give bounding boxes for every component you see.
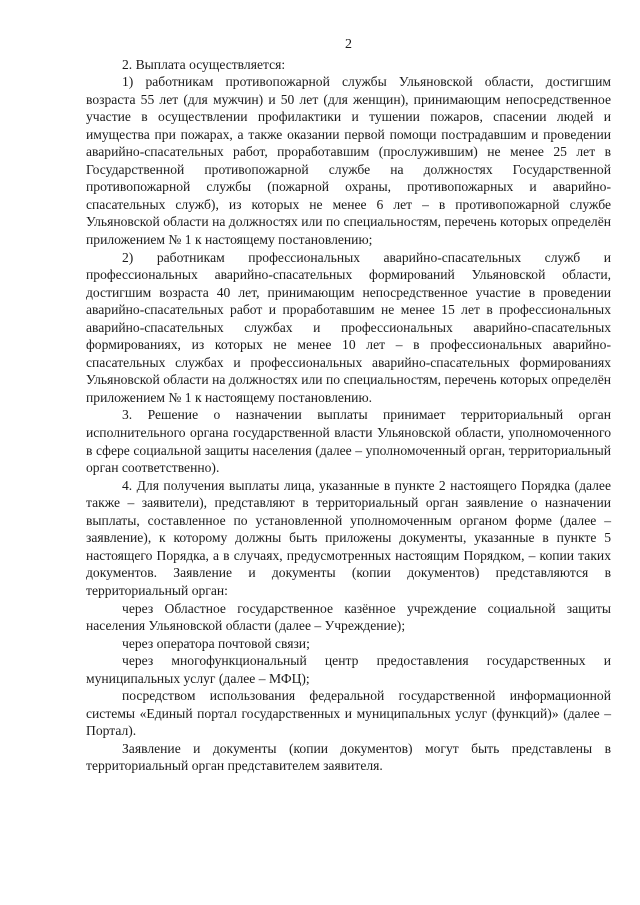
paragraph-subitem-2: 2) работникам профессиональных аварийно-спасательных служб и профессиональных аварийно-спасательных формирований Ульяновской области, достигшим возраста 40 лет, принимающим непосредственное участие в проведении аварийно-спасательных работ и проработавшим не менее 15 лет в профессиональных аварийно-спасательных службах и профессиональных аварийно-спасательных формированиях, из которых не менее 10 лет – в профессиональных аварийно-спасательных службах и профессиональных аварийно-спасательных формированиях Ульяновской области на должностях или по специальностям, перечень которых определён приложением № 1 к настоящему постановлению.	[86, 249, 611, 405]
paragraph-item-2: 2. Выплата осуществляется:	[122, 56, 286, 72]
paragraph-via-portal: посредством использования федеральной государственной информационной системы «Единый портал государственных и муниципальных услуг (функций)» (далее – Портал).	[86, 688, 611, 739]
paragraph-subitem-1: 1) работникам противопожарной службы Ульяновской области, достигшим возраста 55 лет (для мужчин) и 50 лет (для женщин), принимающим непосредственное участие в осуществлении профилактики и тушении пожаров, спасении людей и имущества при пожарах, а также оказании первой помощи пострадавшим и проведении аварийно-спасательных работ, проработавшим (прослужившим) не менее 25 лет в Государственной противопожарной службе на должностях Государственной противопожарной службы (пожарной охраны, противопожарных и аварийно-спасательных служб), из которых не менее 6 лет – в противопожарной службе Ульяновской области на должностях или по специальностям, перечень которых определён приложением № 1 к настоящему постановлению;	[86, 74, 611, 248]
document-page	[86, 36, 611, 775]
paragraph-via-mfc: через многофункциональный центр предоставления государственных и муниципальных услуг (далее – МФЦ);	[86, 653, 611, 686]
paragraph-item-3: 3. Решение о назначении выплаты принимает территориальный орган исполнительного органа государственной власти Ульяновской области, уполномоченного в сфере социальной защиты населения (далее – уполномоченный орган, территориальный орган соответственно).	[86, 407, 611, 476]
paragraph-item-4: 4. Для получения выплаты лица, указанные в пункте 2 настоящего Порядка (далее также – заявители), представляют в территориальный орган заявление о назначении выплаты, составленное по установленной уполномоченным органом форме (далее – заявление), к которому должны быть приложены документы, указанные в пункте 5 настоящего Порядка, а в случаях, предусмотренных настоящим Порядком, – копии таких документов. Заявление и документы (копии документов) представляются в территориальный орган:	[86, 477, 611, 598]
paragraph-representative: Заявление и документы (копии документов) могут быть представлены в территориальный орган представителем заявителя.	[86, 740, 611, 774]
paragraph-via-institution: через Областное государственное казённое учреждение социальной защиты населения Ульяновской области (далее – Учреждение);	[86, 600, 611, 634]
paragraph-via-post: через оператора почтовой связи;	[122, 635, 310, 651]
page-number: 2	[345, 37, 352, 52]
